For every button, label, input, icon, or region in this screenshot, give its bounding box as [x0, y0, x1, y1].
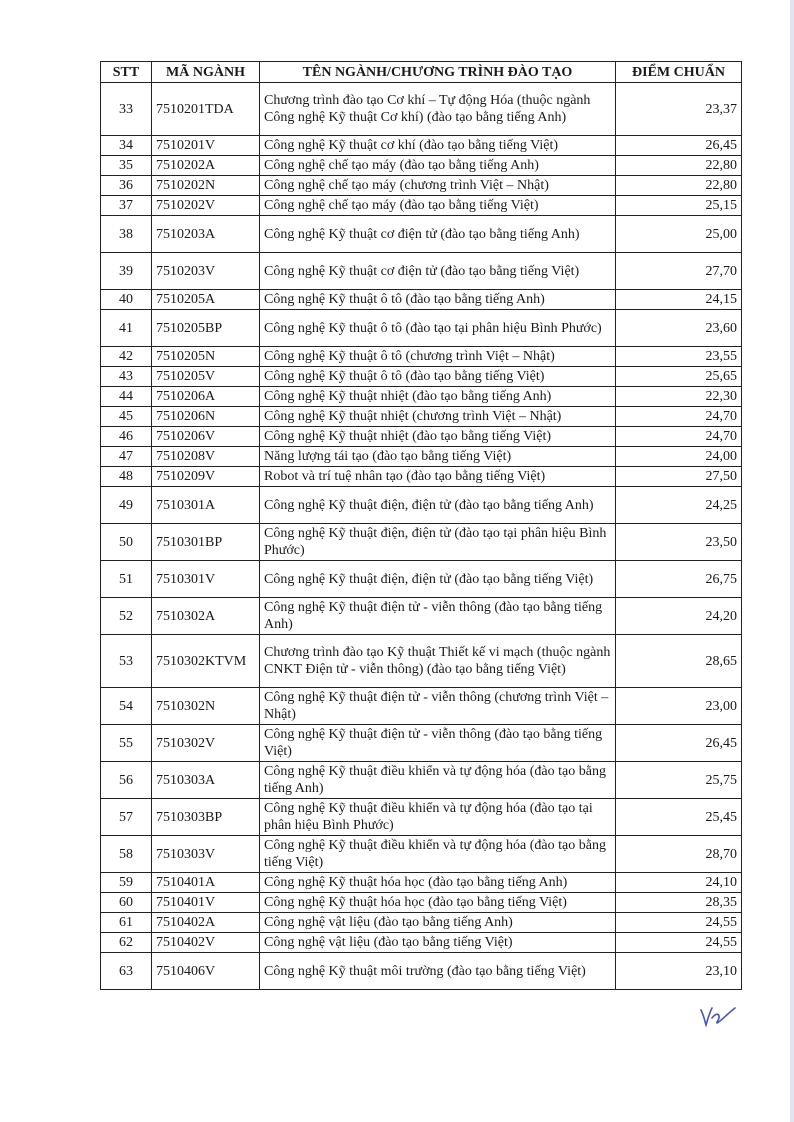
cell-name: Chương trình đào tạo Kỹ thuật Thiết kế vi mạch (thuộc ngành CNKT Điện tử - viễn thông) (đào tạo bằng tiếng Việt) — [260, 635, 616, 688]
cell-name: Công nghệ vật liệu (đào tạo bằng tiếng Anh) — [260, 913, 616, 933]
cell-score: 28,70 — [616, 836, 742, 873]
cell-score: 24,15 — [616, 290, 742, 310]
table-row — [101, 524, 742, 561]
cell-code: 7510203V — [152, 253, 260, 290]
cell-score: 23,37 — [616, 83, 742, 136]
cell-code: 7510302N — [152, 688, 260, 725]
cell-score: 24,10 — [616, 873, 742, 893]
cell-stt: 60 — [101, 893, 152, 913]
cell-code: 7510201V — [152, 136, 260, 156]
cell-score: 26,45 — [616, 725, 742, 762]
cell-score: 24,55 — [616, 913, 742, 933]
cell-name: Công nghệ Kỹ thuật môi trường (đào tạo bằng tiếng Việt) — [260, 953, 616, 990]
cell-name: Công nghệ Kỹ thuật điều khiển và tự động hóa (đào tạo bằng tiếng Anh) — [260, 762, 616, 799]
cell-name: Công nghệ Kỹ thuật ô tô (chương trình Việt – Nhật) — [260, 347, 616, 367]
cell-code: 7510208V — [152, 447, 260, 467]
cell-name: Công nghệ chế tạo máy (đào tạo bằng tiếng Việt) — [260, 196, 616, 216]
table-row — [101, 799, 742, 836]
cell-score: 25,00 — [616, 216, 742, 253]
cell-score: 22,30 — [616, 387, 742, 407]
cell-score: 23,10 — [616, 953, 742, 990]
table-row — [101, 913, 742, 933]
cell-code: 7510302V — [152, 725, 260, 762]
cell-stt: 53 — [101, 635, 152, 688]
cell-stt: 42 — [101, 347, 152, 367]
cell-name: Công nghệ Kỹ thuật cơ điện tử (đào tạo bằng tiếng Anh) — [260, 216, 616, 253]
cell-stt: 52 — [101, 598, 152, 635]
cell-code: 7510206N — [152, 407, 260, 427]
header-name: TÊN NGÀNH/CHƯƠNG TRÌNH ĐÀO TẠO — [260, 62, 616, 83]
cell-name: Công nghệ Kỹ thuật điện, điện tử (đào tạo bằng tiếng Việt) — [260, 561, 616, 598]
cell-stt: 51 — [101, 561, 152, 598]
table-row — [101, 253, 742, 290]
cell-score: 27,50 — [616, 467, 742, 487]
cell-name: Công nghệ chế tạo máy (chương trình Việt – Nhật) — [260, 176, 616, 196]
cell-stt: 44 — [101, 387, 152, 407]
cell-stt: 49 — [101, 487, 152, 524]
cell-code: 7510401V — [152, 893, 260, 913]
table-row — [101, 156, 742, 176]
table-row — [101, 310, 742, 347]
table-row — [101, 447, 742, 467]
page-edge-shadow — [790, 0, 794, 1122]
table-row — [101, 467, 742, 487]
table-row — [101, 216, 742, 253]
cell-name: Công nghệ Kỹ thuật hóa học (đào tạo bằng tiếng Anh) — [260, 873, 616, 893]
cell-score: 24,70 — [616, 407, 742, 427]
cell-stt: 43 — [101, 367, 152, 387]
cell-name: Công nghệ Kỹ thuật ô tô (đào tạo tại phân hiệu Bình Phước) — [260, 310, 616, 347]
table-row — [101, 83, 742, 136]
cell-score: 23,55 — [616, 347, 742, 367]
cell-code: 7510303A — [152, 762, 260, 799]
cell-stt: 50 — [101, 524, 152, 561]
cell-name: Công nghệ Kỹ thuật nhiệt (chương trình Việt – Nhật) — [260, 407, 616, 427]
table-row — [101, 290, 742, 310]
table-row — [101, 407, 742, 427]
cell-code: 7510201TDA — [152, 83, 260, 136]
cell-code: 7510302KTVM — [152, 635, 260, 688]
cell-stt: 58 — [101, 836, 152, 873]
cell-stt: 48 — [101, 467, 152, 487]
cell-code: 7510301BP — [152, 524, 260, 561]
cell-stt: 45 — [101, 407, 152, 427]
header-code: MÃ NGÀNH — [152, 62, 260, 83]
cell-name: Công nghệ Kỹ thuật hóa học (đào tạo bằng tiếng Việt) — [260, 893, 616, 913]
cell-name: Công nghệ Kỹ thuật điện tử - viễn thông (đào tạo bằng tiếng Việt) — [260, 725, 616, 762]
cell-score: 26,45 — [616, 136, 742, 156]
table-row — [101, 487, 742, 524]
signature-initials — [698, 1000, 738, 1028]
cell-score: 28,65 — [616, 635, 742, 688]
cell-score: 24,70 — [616, 427, 742, 447]
cell-score: 25,75 — [616, 762, 742, 799]
cell-name: Công nghệ Kỹ thuật cơ điện tử (đào tạo bằng tiếng Việt) — [260, 253, 616, 290]
cell-name: Công nghệ Kỹ thuật điều khiển và tự động hóa (đào tạo bằng tiếng Việt) — [260, 836, 616, 873]
cell-score: 23,50 — [616, 524, 742, 561]
cell-name: Công nghệ Kỹ thuật nhiệt (đào tạo bằng tiếng Anh) — [260, 387, 616, 407]
cell-name: Công nghệ Kỹ thuật điện, điện tử (đào tạo tại phân hiệu Bình Phước) — [260, 524, 616, 561]
table-row — [101, 893, 742, 913]
cell-score: 24,20 — [616, 598, 742, 635]
cell-stt: 46 — [101, 427, 152, 447]
cell-stt: 37 — [101, 196, 152, 216]
cell-code: 7510301V — [152, 561, 260, 598]
table-row — [101, 953, 742, 990]
cell-name: Công nghệ Kỹ thuật nhiệt (đào tạo bằng tiếng Việt) — [260, 427, 616, 447]
cell-score: 25,45 — [616, 799, 742, 836]
cell-stt: 40 — [101, 290, 152, 310]
cell-code: 7510406V — [152, 953, 260, 990]
cell-score: 23,00 — [616, 688, 742, 725]
cell-score: 23,60 — [616, 310, 742, 347]
table-row — [101, 176, 742, 196]
cell-stt: 63 — [101, 953, 152, 990]
cell-score: 24,00 — [616, 447, 742, 467]
cell-code: 7510202V — [152, 196, 260, 216]
cell-stt: 35 — [101, 156, 152, 176]
cell-code: 7510206V — [152, 427, 260, 447]
cell-code: 7510205A — [152, 290, 260, 310]
cell-code: 7510209V — [152, 467, 260, 487]
table-row — [101, 725, 742, 762]
table-header-row — [101, 62, 742, 83]
cell-stt: 36 — [101, 176, 152, 196]
cell-code: 7510203A — [152, 216, 260, 253]
cell-name: Năng lượng tái tạo (đào tạo bằng tiếng Việt) — [260, 447, 616, 467]
cell-name: Công nghệ chế tạo máy (đào tạo bằng tiếng Anh) — [260, 156, 616, 176]
table-row — [101, 561, 742, 598]
cell-code: 7510205BP — [152, 310, 260, 347]
cell-code: 7510303BP — [152, 799, 260, 836]
cell-code: 7510205N — [152, 347, 260, 367]
cell-code: 7510402A — [152, 913, 260, 933]
table-row — [101, 762, 742, 799]
cell-score: 26,75 — [616, 561, 742, 598]
cell-stt: 59 — [101, 873, 152, 893]
cell-name: Công nghệ Kỹ thuật điện tử - viễn thông (chương trình Việt – Nhật) — [260, 688, 616, 725]
cell-name: Chương trình đào tạo Cơ khí – Tự động Hóa (thuộc ngành Công nghệ Kỹ thuật Cơ khí) (đào tạo bằng tiếng Anh) — [260, 83, 616, 136]
cell-stt: 56 — [101, 762, 152, 799]
table-row — [101, 387, 742, 407]
cell-code: 7510202A — [152, 156, 260, 176]
table-row — [101, 933, 742, 953]
cell-score: 27,70 — [616, 253, 742, 290]
table-row — [101, 873, 742, 893]
cell-code: 7510301A — [152, 487, 260, 524]
cell-code: 7510303V — [152, 836, 260, 873]
cell-score: 28,35 — [616, 893, 742, 913]
cell-stt: 34 — [101, 136, 152, 156]
cell-stt: 38 — [101, 216, 152, 253]
cell-stt: 62 — [101, 933, 152, 953]
cell-name: Công nghệ Kỹ thuật điện, điện tử (đào tạo bằng tiếng Anh) — [260, 487, 616, 524]
table-row — [101, 635, 742, 688]
table-row — [101, 196, 742, 216]
header-score: ĐIỂM CHUẨN — [616, 62, 742, 83]
cell-code: 7510202N — [152, 176, 260, 196]
table-row — [101, 347, 742, 367]
cell-score: 25,15 — [616, 196, 742, 216]
table-row — [101, 427, 742, 447]
cell-code: 7510402V — [152, 933, 260, 953]
cell-score: 22,80 — [616, 176, 742, 196]
cell-name: Robot và trí tuệ nhân tạo (đào tạo bằng tiếng Việt) — [260, 467, 616, 487]
cell-code: 7510302A — [152, 598, 260, 635]
cell-name: Công nghệ Kỹ thuật ô tô (đào tạo bằng tiếng Việt) — [260, 367, 616, 387]
cell-stt: 55 — [101, 725, 152, 762]
table-row — [101, 367, 742, 387]
table-row — [101, 688, 742, 725]
cell-stt: 61 — [101, 913, 152, 933]
cell-score: 22,80 — [616, 156, 742, 176]
cell-name: Công nghệ Kỹ thuật điều khiển và tự động hóa (đào tạo tại phân hiệu Bình Phước) — [260, 799, 616, 836]
cell-score: 24,25 — [616, 487, 742, 524]
cell-stt: 57 — [101, 799, 152, 836]
cell-stt: 33 — [101, 83, 152, 136]
cell-name: Công nghệ vật liệu (đào tạo bằng tiếng Việt) — [260, 933, 616, 953]
cell-name: Công nghệ Kỹ thuật ô tô (đào tạo bằng tiếng Anh) — [260, 290, 616, 310]
cell-code: 7510401A — [152, 873, 260, 893]
cell-stt: 41 — [101, 310, 152, 347]
admission-scores-table — [100, 61, 742, 990]
cell-code: 7510206A — [152, 387, 260, 407]
cell-score: 25,65 — [616, 367, 742, 387]
cell-name: Công nghệ Kỹ thuật cơ khí (đào tạo bằng tiếng Việt) — [260, 136, 616, 156]
table-row — [101, 836, 742, 873]
cell-name: Công nghệ Kỹ thuật điện tử - viễn thông (đào tạo bằng tiếng Anh) — [260, 598, 616, 635]
header-stt: STT — [101, 62, 152, 83]
table-row — [101, 598, 742, 635]
cell-score: 24,55 — [616, 933, 742, 953]
table-row — [101, 136, 742, 156]
table-body — [101, 83, 742, 990]
cell-stt: 54 — [101, 688, 152, 725]
cell-stt: 47 — [101, 447, 152, 467]
cell-stt: 39 — [101, 253, 152, 290]
cell-code: 7510205V — [152, 367, 260, 387]
